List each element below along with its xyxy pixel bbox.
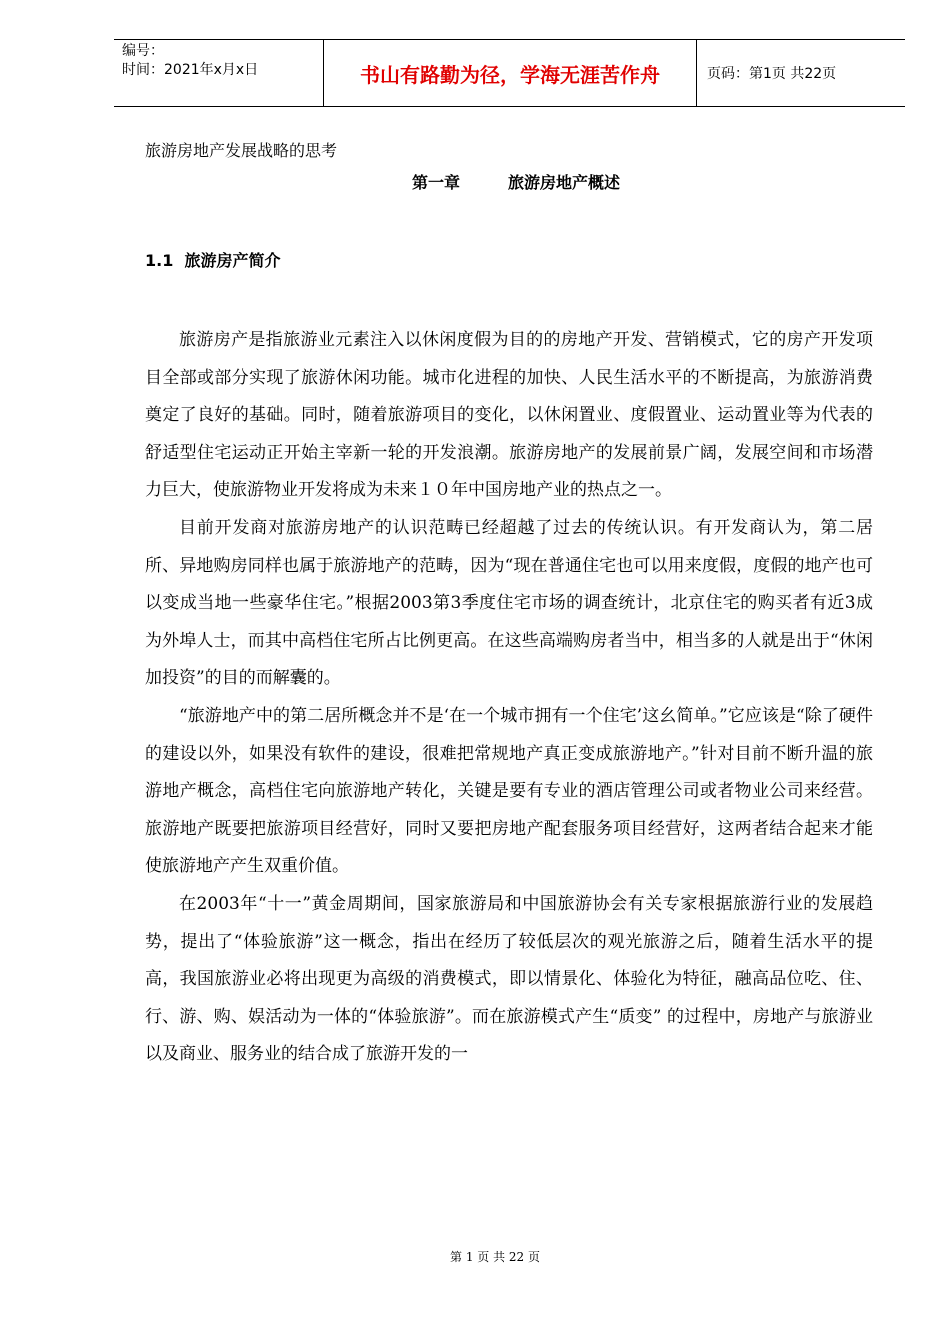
section-heading: 1.1 旅游房产简介 [145, 251, 281, 270]
header-motto: 书山有路勤为径，学海无涯苦作舟 [324, 40, 697, 107]
paragraph: “旅游地产中的第二居所概念并不是‘在一个城市拥有一个住宅’这幺简单。”它应该是“除了硬件的建设以外，如果没有软件的建设，很难把常规地产真正变成旅游地产。”针对目前不断升温的旅游地产概念，高档住宅向旅游地产转化，关键是要有专业的酒店管理公司或者物业公司来经营。旅游地产既要把旅游项目经营好，同时又要把房地产配套服务项目经营好，这两者结合起来才能使旅游地产产生双重价值。 [145, 705, 873, 877]
number-label: 编号： [122, 43, 164, 59]
paragraph: 旅游房产是指旅游业元素注入以休闲度假为目的的房地产开发、营销模式，它的房产开发项目全部或部分实现了旅游休闲功能。城市化进程的加快、人民生活水平的不断提高，为旅游消费奠定了良好的基础。同时，随着旅游项目的变化，以休闲置业、度假置业、运动置业等为代表的舒适型住宅运动正开始主宰新一轮的开发浪潮。旅游房地产的发展前景广阔，发展空间和市场潜力巨大，使旅游物业开发将成为未来１０年中国房地产业的热点之一。 [145, 330, 873, 501]
time-label: 时间：2021年x月x日 [122, 62, 259, 78]
header-page-info: 页码：第1页 共22页 [707, 66, 837, 82]
document-title: 旅游房地产发展战略的思考 [145, 141, 338, 160]
page-footer: 第 1 页 共 22 页 [450, 1250, 540, 1264]
header-meta-cell [114, 40, 324, 107]
chapter-heading: 第一章 旅游房地产概述 [412, 173, 621, 192]
paragraph: 目前开发商对旅游房地产的认识范畴已经超越了过去的传统认识。有开发商认为，第二居所、异地购房同样也属于旅游地产的范畴，因为“现在普通住宅也可以用来度假，度假的地产也可以变成当地一些豪华住宅。”根据2003第3季度住宅市场的调查统计，北京住宅的购买者有近3成为外埠人士，而其中高档住宅所占比例更高。在这些高端购房者当中，相当多的人就是出于“休闲加投资”的目的而解囊的。 [145, 517, 873, 689]
header-table [114, 39, 905, 107]
paragraph: 在2003年“十一”黄金周期间，国家旅游局和中国旅游协会有关专家根据旅游行业的发展趋势，提出了“体验旅游”这一概念，指出在经历了较低层次的观光旅游之后，随着生活水平的提高，我国旅游业必将出现更为高级的消费模式，即以情景化、体验化为特征，融高品位吃、住、行、游、购、娱活动为一体的“体验旅游”。而在旅游模式产生“质变” 的过程中，房地产与旅游业以及商业、服务业的结合成了旅游开发的一 [145, 893, 873, 1065]
body-text [145, 322, 873, 1074]
